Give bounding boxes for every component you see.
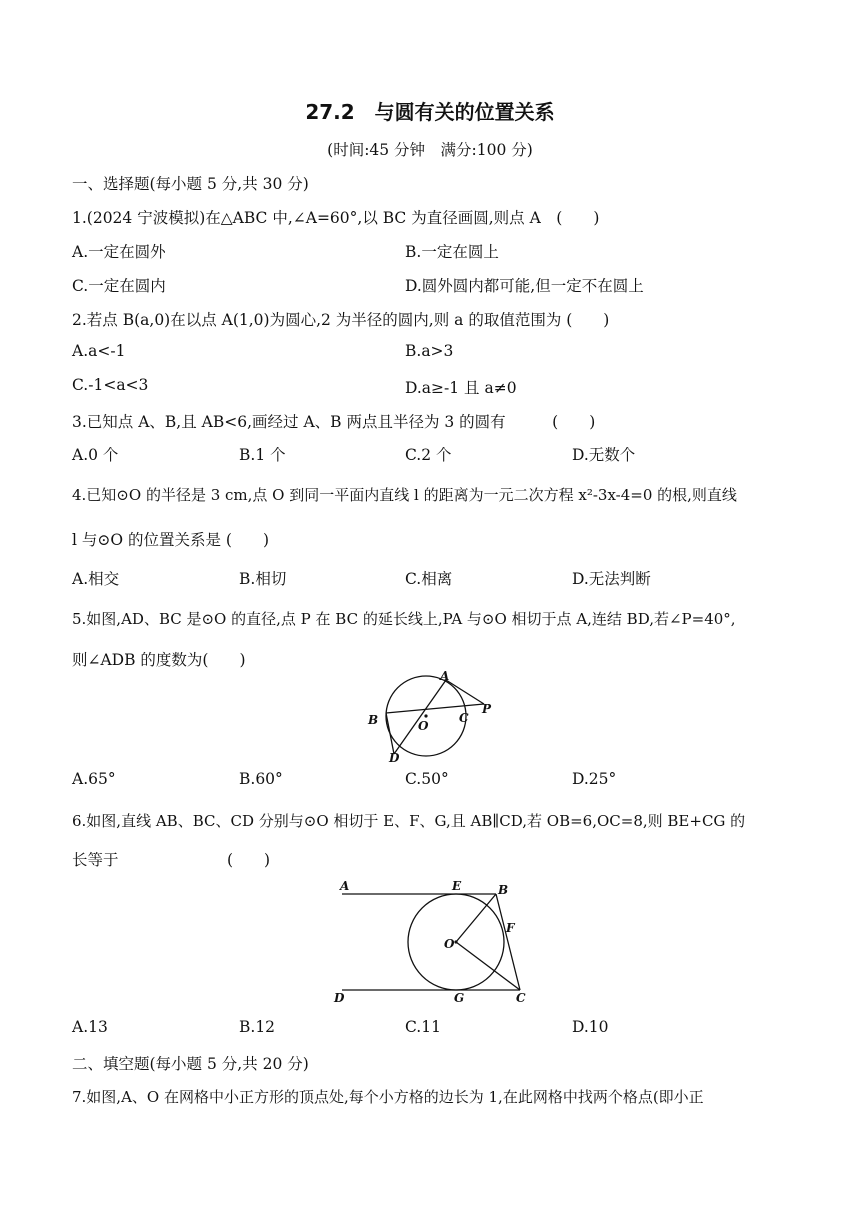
question-1-stem: 1.(2024 宁波模拟)在△ABC 中,∠A=60°,以 BC 为直径画圆,则点 A ( ): [72, 209, 600, 227]
label-f: F: [506, 921, 515, 935]
label-a: A: [340, 879, 350, 893]
question-2-option-c: C.-1<a<3: [72, 376, 149, 394]
center-point-o: [454, 940, 457, 943]
tangent-line-bc: [496, 894, 520, 990]
question-6-option-b: B.12: [239, 1018, 276, 1036]
question-1-option-d: D.圆外圆内都可能,但一定不在圆上: [405, 277, 644, 295]
question-6-figure: [330, 876, 540, 1012]
question-2-option-a: A.a<-1: [72, 342, 126, 360]
section-heading-fill-in: 二、填空题(每小题 5 分,共 20 分): [72, 1055, 309, 1073]
diameter-ad: [394, 680, 446, 754]
label-a: A: [440, 669, 450, 683]
question-1-option-c: C.一定在圆内: [72, 277, 166, 295]
line-bp: [386, 704, 484, 713]
question-4-option-a: A.相交: [72, 570, 120, 588]
label-o: O: [418, 719, 429, 733]
question-2-option-d: D.a≥-1 且 a≠0: [405, 379, 517, 397]
label-d: D: [334, 991, 345, 1005]
question-3-option-b: B.1 个: [239, 446, 286, 464]
question-5-option-d: D.25°: [572, 770, 617, 788]
question-5-figure: [360, 666, 500, 766]
question-6-option-a: A.13: [72, 1018, 108, 1036]
label-b: B: [368, 713, 379, 727]
segment-ob: [456, 894, 496, 942]
question-3-option-d: D.无数个: [572, 446, 636, 464]
label-o: O: [444, 937, 455, 951]
question-3-option-c: C.2 个: [405, 446, 452, 464]
label-b: B: [498, 883, 509, 897]
label-p: P: [482, 702, 492, 716]
question-4-option-d: D.无法判断: [572, 570, 651, 588]
segment-bd: [386, 713, 394, 754]
question-5-stem-line-2: 则∠ADB 的度数为( ): [72, 651, 246, 669]
question-4-option-b: B.相切: [239, 570, 287, 588]
question-6-stem-line-2: 长等于 ( ): [72, 851, 271, 869]
page-subtitle: (时间:45 分钟 满分:100 分): [327, 141, 533, 159]
page-title: 27.2 与圆有关的位置关系: [305, 100, 555, 124]
question-6-option-c: C.11: [405, 1018, 441, 1036]
section-heading-choice: 一、选择题(每小题 5 分,共 30 分): [72, 175, 309, 193]
label-d: D: [389, 751, 400, 765]
question-3-stem: 3.已知点 A、B,且 AB<6,画经过 A、B 两点且半径为 3 的圆有 ( ): [72, 413, 596, 431]
center-point-o: [424, 714, 427, 717]
question-3-option-a: A.0 个: [72, 446, 119, 464]
question-2-stem: 2.若点 B(a,0)在以点 A(1,0)为圆心,2 为半径的圆内,则 a 的取值范围为 ( ): [72, 311, 610, 329]
question-5-stem-line-1: 5.如图,AD、BC 是⊙O 的直径,点 P 在 BC 的延长线上,PA 与⊙O 相切于点 A,连结 BD,若∠P=40°,: [72, 610, 736, 628]
question-7-stem-line-1: 7.如图,A、O 在网格中小正方形的顶点处,每个小方格的边长为 1,在此网格中找两个格点(即小正: [72, 1088, 704, 1106]
question-6-stem-line-1: 6.如图,直线 AB、BC、CD 分别与⊙O 相切于 E、F、G,且 AB∥CD,若 OB=6,OC=8,则 BE+CG 的: [72, 812, 746, 830]
question-5-option-c: C.50°: [405, 770, 449, 788]
question-5-option-b: B.60°: [239, 770, 283, 788]
question-4-stem-line-2: l 与⊙O 的位置关系是 ( ): [72, 531, 270, 549]
question-5-option-a: A.65°: [72, 770, 116, 788]
label-e: E: [452, 879, 462, 893]
question-2-option-b: B.a>3: [405, 342, 454, 360]
label-g: G: [454, 991, 465, 1005]
question-1-option-b: B.一定在圆上: [405, 243, 499, 261]
question-4-option-c: C.相离: [405, 570, 453, 588]
label-c: C: [459, 711, 469, 725]
label-c: C: [516, 991, 526, 1005]
question-1-option-a: A.一定在圆外: [72, 243, 166, 261]
question-6-option-d: D.10: [572, 1018, 609, 1036]
tangent-pa: [446, 680, 484, 704]
question-4-stem-line-1: 4.已知⊙O 的半径是 3 cm,点 O 到同一平面内直线 l 的距离为一元二次方程 x²-3x-4=0 的根,则直线: [72, 486, 737, 504]
